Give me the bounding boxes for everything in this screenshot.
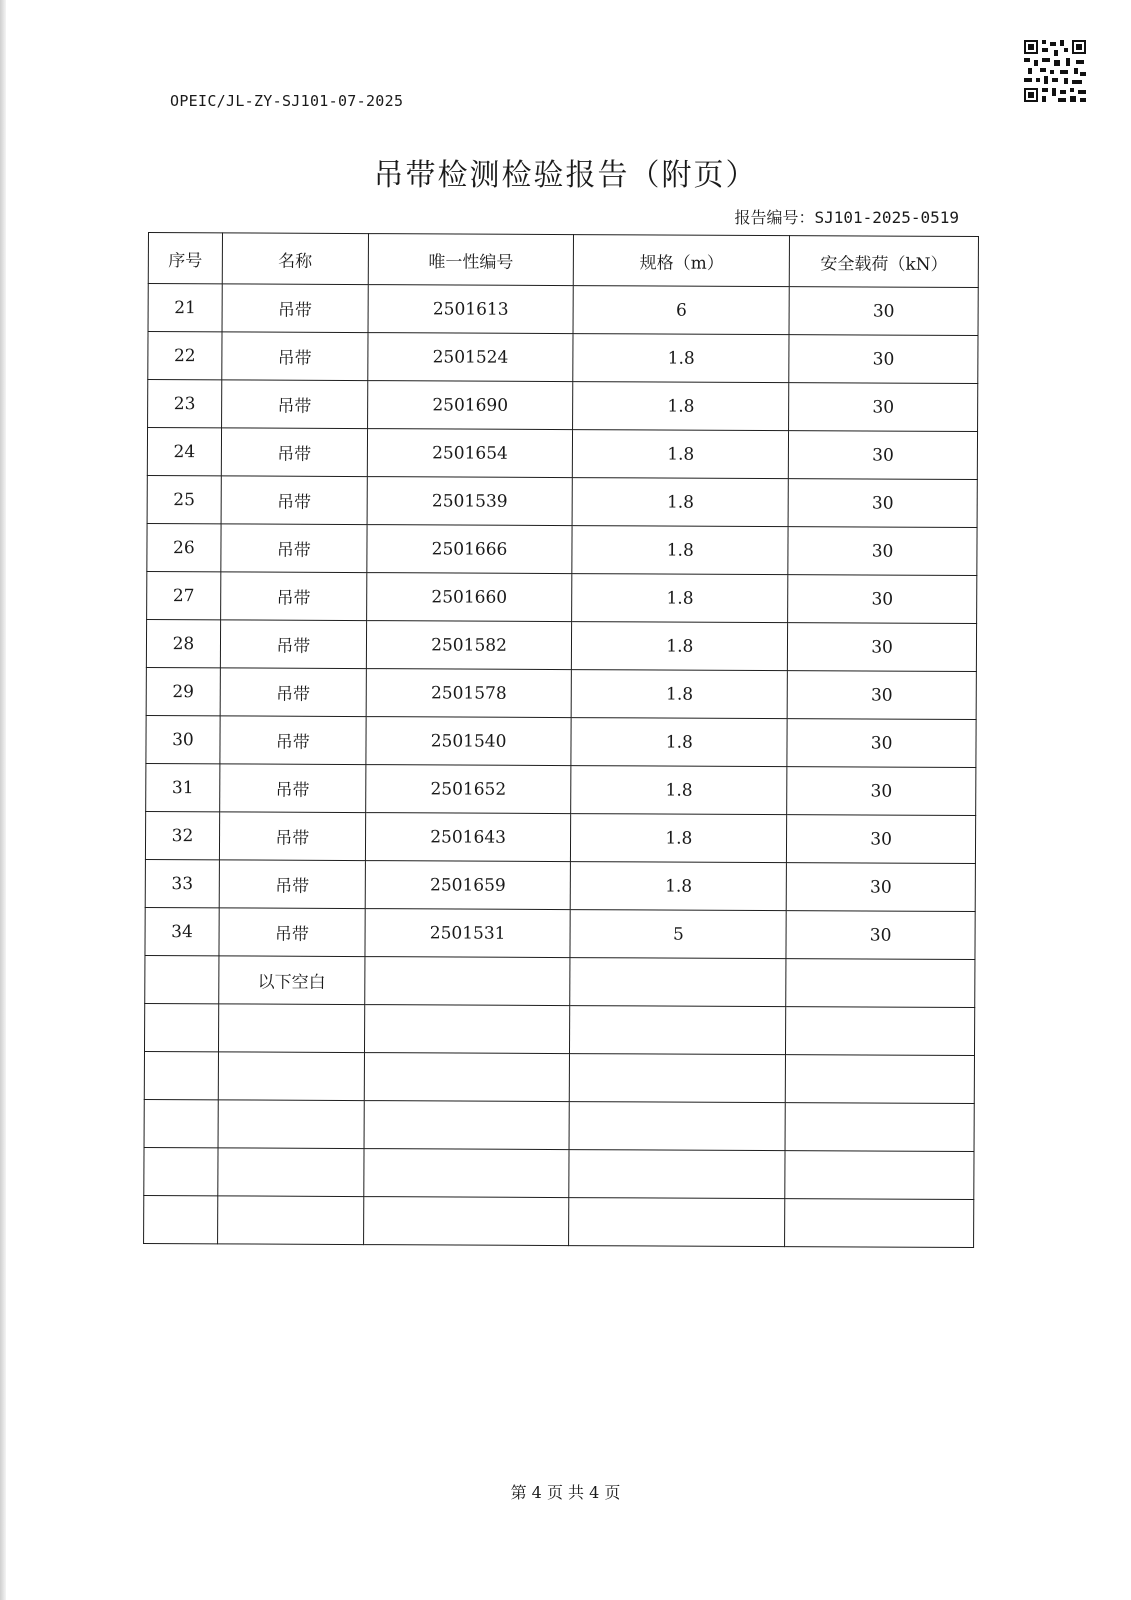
row-number-cell: 31: [146, 763, 220, 811]
row-number-cell: 26: [147, 523, 221, 571]
column-header-safe-load: 安全载荷（kN）: [789, 236, 978, 288]
spec-cell: 1.8: [571, 862, 787, 911]
name-cell: [217, 1196, 363, 1245]
spec-cell: 1.8: [572, 670, 788, 719]
row-number-cell: 24: [147, 428, 221, 476]
unique-id-cell: 2501654: [367, 429, 573, 478]
table-row: [144, 1003, 974, 1055]
row-number-cell: 32: [145, 811, 219, 859]
scan-edge-shadow: [0, 0, 6, 1600]
row-number-cell: 25: [147, 475, 221, 523]
safe-load-cell: 30: [788, 527, 977, 576]
safe-load-cell: [785, 1055, 974, 1104]
name-cell: 以下空白: [219, 956, 365, 1005]
spec-cell: [569, 1198, 785, 1247]
spec-cell: 1.8: [573, 478, 789, 527]
safe-load-cell: 30: [789, 287, 978, 336]
row-number-cell: [144, 1195, 218, 1243]
report-number-value: SJ101-2025-0519: [814, 208, 959, 227]
page-number: 第 4 页 共 4 页: [510, 1483, 621, 1502]
name-cell: [218, 1100, 364, 1149]
safe-load-cell: 30: [788, 623, 977, 672]
safe-load-cell: 30: [787, 671, 976, 720]
row-number-cell: 34: [145, 907, 219, 955]
name-cell: 吊带: [219, 908, 365, 957]
safe-load-cell: [785, 1151, 974, 1200]
unique-id-cell: 2501531: [365, 909, 571, 958]
table-row: [144, 1147, 974, 1199]
spec-cell: 1.8: [572, 526, 788, 575]
name-cell: 吊带: [220, 668, 366, 717]
row-number-cell: 23: [148, 380, 222, 428]
safe-load-cell: [785, 1103, 974, 1152]
name-cell: 吊带: [221, 572, 367, 621]
name-cell: [218, 1052, 364, 1101]
unique-id-cell: 2501690: [367, 381, 573, 430]
table-row: [148, 332, 978, 384]
spec-cell: 1.8: [573, 382, 789, 431]
safe-load-cell: 30: [786, 863, 975, 912]
table-row: [148, 284, 978, 336]
table-row: [144, 1195, 974, 1247]
name-cell: 吊带: [221, 524, 367, 573]
safe-load-cell: 30: [788, 575, 977, 624]
spec-cell: [570, 958, 786, 1007]
unique-id-cell: 2501643: [365, 813, 571, 862]
row-number-cell: 33: [145, 859, 219, 907]
safe-load-cell: [785, 1199, 974, 1248]
safe-load-cell: 30: [788, 479, 977, 528]
table-row: [146, 763, 976, 815]
unique-id-cell: 2501578: [366, 669, 572, 718]
unique-id-cell: 2501524: [367, 333, 573, 382]
safe-load-cell: [786, 959, 975, 1008]
report-number-label: 报告编号：: [734, 208, 815, 227]
unique-id-cell: 2501660: [366, 573, 572, 622]
safe-load-cell: 30: [787, 719, 976, 768]
table-row: [147, 428, 977, 480]
table-row: [145, 811, 975, 863]
safe-load-cell: 30: [787, 767, 976, 816]
table-row: [144, 1099, 974, 1151]
spec-cell: 1.8: [573, 430, 789, 479]
name-cell: 吊带: [220, 716, 366, 765]
unique-id-cell: 2501539: [367, 477, 573, 526]
safe-load-cell: 30: [787, 815, 976, 864]
document-code: OPEIC/JL-ZY-SJ101-07-2025: [170, 92, 404, 110]
unique-id-cell: 2501582: [366, 621, 572, 670]
safe-load-cell: 30: [789, 335, 978, 384]
safe-load-cell: 30: [789, 383, 978, 432]
column-header-name: 名称: [222, 233, 368, 285]
name-cell: 吊带: [221, 380, 367, 429]
unique-id-cell: [364, 1101, 570, 1150]
table-row: [147, 523, 977, 575]
row-number-cell: 30: [146, 715, 220, 763]
unique-id-cell: [364, 957, 570, 1006]
unique-id-cell: [363, 1197, 569, 1246]
table-row: [145, 955, 975, 1007]
table-row: [147, 475, 977, 527]
name-cell: 吊带: [220, 620, 366, 669]
spec-cell: 1.8: [571, 766, 787, 815]
row-number-cell: 22: [148, 332, 222, 380]
unique-id-cell: [363, 1149, 569, 1198]
unique-id-cell: 2501652: [365, 765, 571, 814]
spec-cell: 1.8: [571, 718, 787, 767]
name-cell: 吊带: [222, 284, 368, 333]
table-row: [145, 907, 975, 959]
unique-id-cell: 2501540: [366, 717, 572, 766]
spec-cell: 5: [570, 910, 786, 959]
row-number-cell: 28: [146, 619, 220, 667]
name-cell: 吊带: [219, 860, 365, 909]
column-header-spec: 规格（m）: [574, 235, 790, 287]
name-cell: 吊带: [222, 332, 368, 381]
unique-id-cell: 2501666: [367, 525, 573, 574]
name-cell: 吊带: [221, 476, 367, 525]
row-number-cell: [144, 1051, 218, 1099]
table-row: [146, 619, 976, 671]
row-number-cell: 21: [148, 284, 222, 332]
spec-cell: 1.8: [571, 814, 787, 863]
report-number: [734, 205, 959, 228]
unique-id-cell: [364, 1005, 570, 1054]
name-cell: 吊带: [219, 812, 365, 861]
name-cell: 吊带: [221, 428, 367, 477]
spec-cell: [570, 1054, 786, 1103]
row-number-cell: 27: [147, 571, 221, 619]
spec-cell: 1.8: [572, 574, 788, 623]
safe-load-cell: 30: [786, 911, 975, 960]
row-number-cell: [145, 955, 219, 1003]
inspection-table: [143, 232, 979, 1248]
spec-cell: [570, 1006, 786, 1055]
row-number-cell: [144, 1003, 218, 1051]
unique-id-cell: 2501613: [368, 285, 574, 334]
table-row: [146, 667, 976, 719]
table-row: [146, 715, 976, 767]
table-row: [144, 1051, 974, 1103]
spec-cell: 6: [573, 286, 789, 335]
name-cell: [218, 1148, 364, 1197]
table-row: [145, 859, 975, 911]
table-header-row: [148, 233, 978, 288]
safe-load-cell: [786, 1007, 975, 1056]
name-cell: 吊带: [220, 764, 366, 813]
spec-cell: 1.8: [572, 622, 788, 671]
name-cell: [218, 1004, 364, 1053]
table-row: [147, 571, 977, 623]
unique-id-cell: 2501659: [365, 861, 571, 910]
column-header-unique-id: 唯一性编号: [368, 234, 574, 286]
spec-cell: [569, 1102, 785, 1151]
safe-load-cell: 30: [788, 431, 977, 480]
row-number-cell: [144, 1099, 218, 1147]
qr-code-icon: [1024, 40, 1086, 102]
row-number-cell: [144, 1147, 218, 1195]
unique-id-cell: [364, 1053, 570, 1102]
column-header-no: 序号: [148, 233, 222, 284]
report-title: 吊带检测检验报告（附页）: [373, 158, 758, 193]
row-number-cell: 29: [146, 667, 220, 715]
spec-cell: [569, 1150, 785, 1199]
spec-cell: 1.8: [573, 334, 789, 383]
table-row: [148, 380, 978, 432]
